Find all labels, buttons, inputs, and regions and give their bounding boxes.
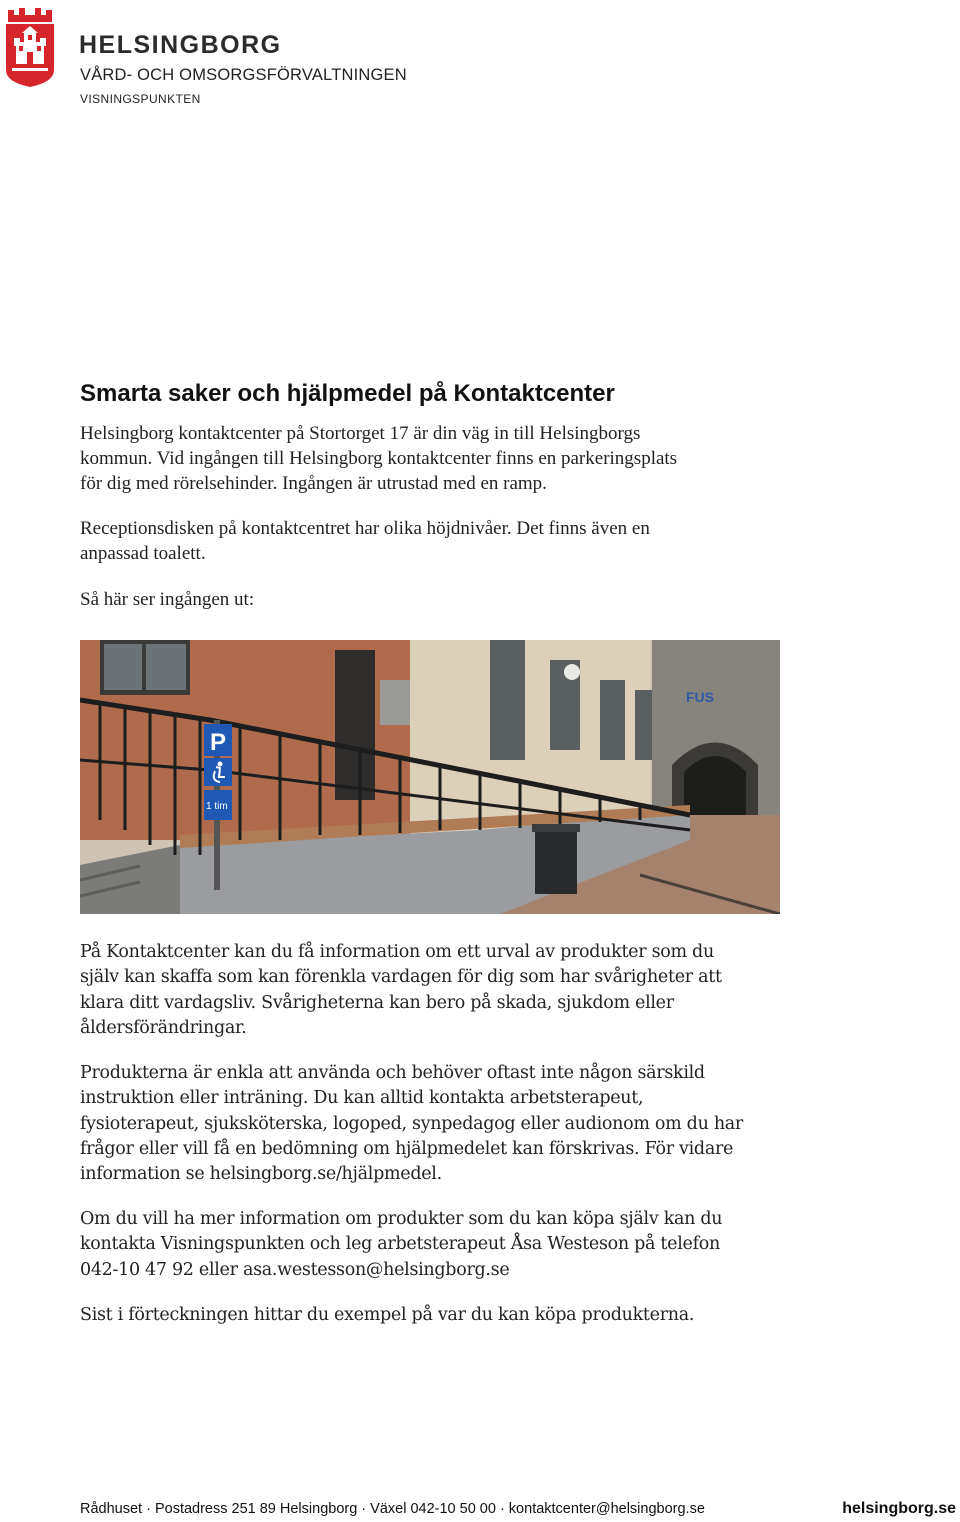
text-line: Receptionsdisken på kontaktcentret har olika höjdnivåer. Det finns även en [80, 518, 650, 539]
text-line: för dig med rörelsehinder. Ingången är utrustad med en ramp. [80, 473, 547, 494]
text-line: själv kan skaffa som kan förenkla vardagen för dig som har svårigheter att [80, 967, 722, 988]
text-line: instruktion eller inträning. Du kan alltid kontakta arbetsterapeut, [80, 1088, 644, 1109]
helsingborg-crest-logo [4, 4, 56, 88]
entrance-photo [80, 640, 780, 914]
text-line: information se helsingborg.se/hjälpmedel. [80, 1164, 442, 1185]
text-line: frågor eller vill få en bedömning om hjälpmedelet kan förskrivas. För vidare [80, 1138, 734, 1159]
text-line: På Kontaktcenter kan du få information om ett urval av produkter som du [80, 942, 714, 962]
text-line: klara ditt vardagsliv. Svårigheterna kan bero på skada, sjukdom eller [80, 992, 674, 1013]
text-line: anpassad toalett. [80, 543, 206, 564]
org-name: HELSINGBORG [79, 31, 282, 59]
unit-name: VISNINGSPUNKTEN [80, 92, 201, 106]
text-line: Om du vill ha mer information om produkter som du kan köpa själv kan du [80, 1209, 723, 1229]
text-line: Produkterna är enkla att använda och behöver oftast inte någon särskild [80, 1063, 705, 1083]
body-paragraph-1 [80, 940, 800, 1041]
parking-sign-time: 1 tim [206, 801, 228, 812]
text-line: fysioterapeut, sjuksköterska, logoped, synpedagog eller audionom om du har [80, 1113, 743, 1134]
text-line: kontakta Visningspunkten och leg arbetsterapeut Åsa Westeson på telefon [80, 1234, 720, 1255]
text-line: Helsingborg kontaktcenter på Stortorget 17 är din väg in till Helsingborgs [80, 423, 641, 444]
footer-website[interactable]: helsingborg.se [842, 1500, 956, 1517]
footer-address: Rådhuset · Postadress 251 89 Helsingborg · Växel 042-10 50 00 · kontaktcenter@helsingborg.se [80, 1501, 705, 1517]
body-paragraph-2 [80, 1061, 800, 1187]
page-header [0, 0, 960, 110]
department-name: VÅRD- OCH OMSORGSFÖRVALTNINGEN [80, 66, 407, 84]
text-line: 042-10 47 92 eller asa.westesson@helsingborg.se [80, 1259, 510, 1280]
parking-sign-letter: P [210, 729, 227, 756]
text-line: åldersförändringar. [80, 1017, 247, 1038]
intro-paragraph-2 [80, 516, 820, 566]
text-line: kommun. Vid ingången till Helsingborg kontaktcenter finns en parkeringsplats [80, 448, 678, 469]
wall-sign: FUS [686, 689, 714, 705]
intro-paragraph-1 [80, 421, 820, 496]
body-paragraph-3 [80, 1207, 800, 1283]
page-title: Smarta saker och hjälpmedel på Kontaktcenter [80, 380, 615, 407]
intro-paragraph-3: Så här ser ingången ut: [80, 589, 255, 610]
body-paragraph-4: Sist i förteckningen hittar du exempel på var du kan köpa produkterna. [80, 1305, 695, 1325]
